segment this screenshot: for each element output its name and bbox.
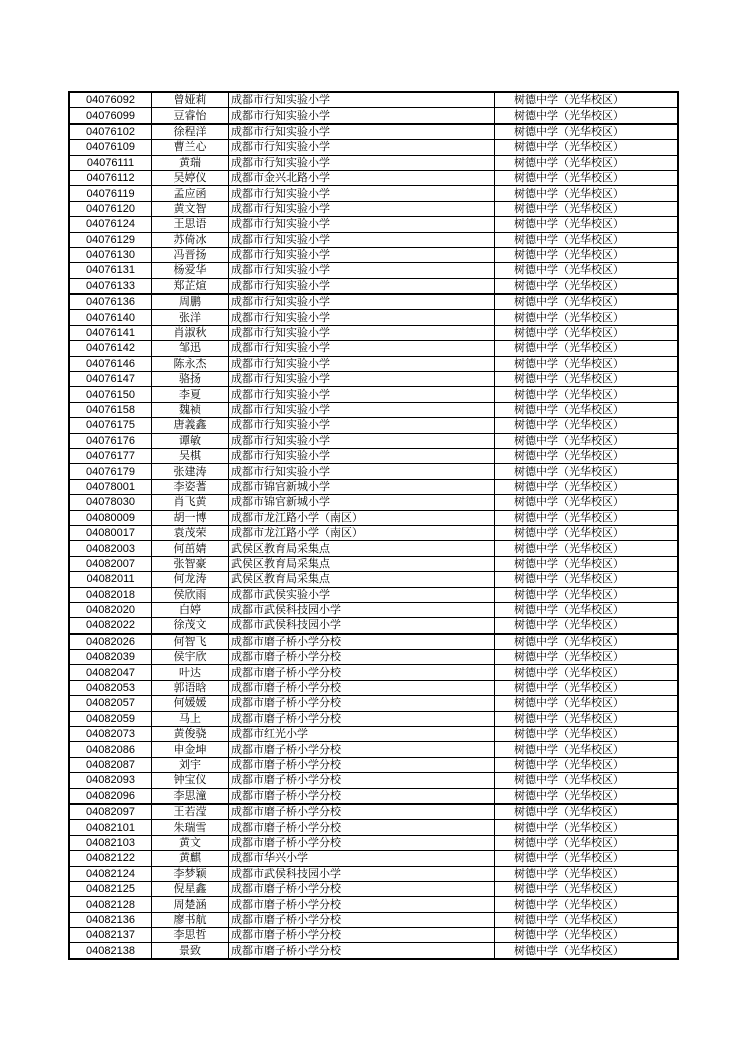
student-name-cell: 肖淑秋 xyxy=(152,325,229,340)
admitted-school-cell: 树德中学（光华校区） xyxy=(495,556,679,571)
table-row xyxy=(69,232,678,247)
table-row xyxy=(69,788,678,804)
student-name-cell: 钟宝仪 xyxy=(152,773,229,788)
admitted-school-cell: 树德中学（光华校区） xyxy=(495,124,679,140)
admitted-school-cell: 树德中学（光华校区） xyxy=(495,217,679,232)
student-name-cell: 肖飞黄 xyxy=(152,495,229,510)
admitted-school-cell: 树德中学（光华校区） xyxy=(495,773,679,788)
student-id-cell: 04082122 xyxy=(69,851,152,866)
student-name-cell: 白婷 xyxy=(152,602,229,617)
admitted-school-cell: 树德中学（光华校区） xyxy=(495,108,679,124)
student-id-cell: 04076150 xyxy=(69,387,152,402)
table-row xyxy=(69,418,678,433)
admitted-school-cell: 树德中学（光华校区） xyxy=(495,372,679,387)
table-body xyxy=(69,92,678,959)
student-id-cell: 04082007 xyxy=(69,556,152,571)
student-id-cell: 04076175 xyxy=(69,418,152,433)
student-id-cell: 04076109 xyxy=(69,140,152,155)
admitted-school-cell: 树德中学（光华校区） xyxy=(495,835,679,850)
student-name-cell: 何茁婧 xyxy=(152,541,229,556)
student-name-cell: 何媛媛 xyxy=(152,696,229,711)
admitted-school-cell: 树德中学（光华校区） xyxy=(495,602,679,617)
admitted-school-cell: 树德中学（光华校区） xyxy=(495,587,679,602)
admitted-school-cell: 树德中学（光华校区） xyxy=(495,433,679,448)
admitted-school-cell: 树德中学（光华校区） xyxy=(495,464,679,479)
student-name-cell: 冯晋扬 xyxy=(152,247,229,262)
student-name-cell: 杨爱华 xyxy=(152,263,229,278)
student-id-cell: 04076158 xyxy=(69,402,152,417)
table-row xyxy=(69,247,678,262)
student-id-cell: 04076124 xyxy=(69,217,152,232)
student-id-cell: 04082018 xyxy=(69,587,152,602)
table-row xyxy=(69,310,678,325)
primary-school-cell: 成都市行知实验小学 xyxy=(229,464,495,479)
table-row xyxy=(69,170,678,185)
student-name-cell: 豆睿怡 xyxy=(152,108,229,124)
primary-school-cell: 成都市磨子桥小学分校 xyxy=(229,696,495,711)
student-name-cell: 陈永杰 xyxy=(152,356,229,371)
primary-school-cell: 成都市磨子桥小学分校 xyxy=(229,912,495,927)
table-row xyxy=(69,217,678,232)
primary-school-cell: 成都市磨子桥小学分校 xyxy=(229,881,495,896)
table-row xyxy=(69,757,678,772)
student-id-cell: 04082053 xyxy=(69,680,152,695)
admitted-school-cell: 树德中学（光华校区） xyxy=(495,943,679,959)
table-row xyxy=(69,278,678,294)
student-name-cell: 周鹏 xyxy=(152,294,229,310)
primary-school-cell: 成都市龙江路小学（南区） xyxy=(229,525,495,540)
student-name-cell: 孟应函 xyxy=(152,186,229,201)
student-name-cell: 李姿蓍 xyxy=(152,479,229,494)
table-row xyxy=(69,835,678,850)
primary-school-cell: 成都市磨子桥小学分校 xyxy=(229,835,495,850)
primary-school-cell: 成都市行知实验小学 xyxy=(229,341,495,356)
table-row xyxy=(69,680,678,695)
student-id-cell: 04078030 xyxy=(69,495,152,510)
table-row xyxy=(69,479,678,494)
student-name-cell: 张洋 xyxy=(152,310,229,325)
student-id-cell: 04080017 xyxy=(69,525,152,540)
primary-school-cell: 成都市磨子桥小学分校 xyxy=(229,804,495,820)
admitted-school-cell: 树德中学（光华校区） xyxy=(495,525,679,540)
admitted-school-cell: 树德中学（光华校区） xyxy=(495,541,679,556)
primary-school-cell: 成都市磨子桥小学分校 xyxy=(229,757,495,772)
primary-school-cell: 成都市行知实验小学 xyxy=(229,356,495,371)
student-name-cell: 何智飞 xyxy=(152,634,229,650)
student-name-cell: 徐程洋 xyxy=(152,124,229,140)
student-id-cell: 04082128 xyxy=(69,897,152,912)
student-id-cell: 04076111 xyxy=(69,155,152,170)
admitted-school-cell: 树德中学（光华校区） xyxy=(495,727,679,742)
student-id-cell: 04076142 xyxy=(69,341,152,356)
admitted-school-cell: 树德中学（光华校区） xyxy=(495,711,679,726)
admitted-school-cell: 树德中学（光华校区） xyxy=(495,232,679,247)
primary-school-cell: 成都市行知实验小学 xyxy=(229,108,495,124)
student-name-cell: 曹兰心 xyxy=(152,140,229,155)
student-name-cell: 黄俊骁 xyxy=(152,727,229,742)
admitted-school-cell: 树德中学（光华校区） xyxy=(495,186,679,201)
student-id-cell: 04076131 xyxy=(69,263,152,278)
student-id-cell: 04076112 xyxy=(69,170,152,185)
primary-school-cell: 成都市行知实验小学 xyxy=(229,278,495,294)
primary-school-cell: 成都市行知实验小学 xyxy=(229,402,495,417)
student-name-cell: 黄文智 xyxy=(152,201,229,216)
student-name-cell: 景致 xyxy=(152,943,229,959)
primary-school-cell: 武侯区教育局采集点 xyxy=(229,541,495,556)
primary-school-cell: 成都市锦官新城小学 xyxy=(229,495,495,510)
student-name-cell: 廖书航 xyxy=(152,912,229,927)
student-id-cell: 04076177 xyxy=(69,448,152,463)
student-name-cell: 申金坤 xyxy=(152,742,229,757)
admitted-school-cell: 树德中学（光华校区） xyxy=(495,387,679,402)
primary-school-cell: 成都市磨子桥小学分校 xyxy=(229,773,495,788)
admitted-school-cell: 树德中学（光华校区） xyxy=(495,897,679,912)
table-row xyxy=(69,263,678,278)
admitted-school-cell: 树德中学（光华校区） xyxy=(495,804,679,820)
student-name-cell: 曾娅莉 xyxy=(152,92,229,108)
student-id-cell: 04082057 xyxy=(69,696,152,711)
table-row xyxy=(69,448,678,463)
student-id-cell: 04076179 xyxy=(69,464,152,479)
student-id-cell: 04076147 xyxy=(69,372,152,387)
admitted-school-cell: 树德中学（光华校区） xyxy=(495,851,679,866)
admitted-school-cell: 树德中学（光华校区） xyxy=(495,866,679,881)
table-row xyxy=(69,155,678,170)
primary-school-cell: 成都市红光小学 xyxy=(229,727,495,742)
student-id-cell: 04076136 xyxy=(69,294,152,310)
table-row xyxy=(69,912,678,927)
table-row xyxy=(69,773,678,788)
table-row xyxy=(69,294,678,310)
student-id-cell: 04080009 xyxy=(69,510,152,525)
student-id-cell: 04082039 xyxy=(69,650,152,665)
table-row xyxy=(69,356,678,371)
student-name-cell: 李思哲 xyxy=(152,928,229,943)
admitted-school-cell: 树德中学（光华校区） xyxy=(495,294,679,310)
table-row xyxy=(69,372,678,387)
student-name-cell: 郑芷煊 xyxy=(152,278,229,294)
student-name-cell: 何龙涛 xyxy=(152,572,229,587)
student-id-cell: 04082022 xyxy=(69,618,152,634)
student-id-cell: 04076099 xyxy=(69,108,152,124)
admitted-school-cell: 树德中学（光华校区） xyxy=(495,912,679,927)
student-name-cell: 邹迅 xyxy=(152,341,229,356)
admitted-school-cell: 树德中学（光华校区） xyxy=(495,495,679,510)
table-row xyxy=(69,804,678,820)
table-row xyxy=(69,866,678,881)
student-id-cell: 04076102 xyxy=(69,124,152,140)
student-id-cell: 04076092 xyxy=(69,92,152,108)
table-row xyxy=(69,108,678,124)
table-row xyxy=(69,124,678,140)
admitted-school-cell: 树德中学（光华校区） xyxy=(495,788,679,804)
student-name-cell: 吴婷仪 xyxy=(152,170,229,185)
primary-school-cell: 成都市磨子桥小学分校 xyxy=(229,634,495,650)
admitted-school-cell: 树德中学（光华校区） xyxy=(495,418,679,433)
student-id-cell: 04082097 xyxy=(69,804,152,820)
table-row xyxy=(69,92,678,108)
student-id-cell: 04076141 xyxy=(69,325,152,340)
student-id-cell: 04082125 xyxy=(69,881,152,896)
student-name-cell: 王思语 xyxy=(152,217,229,232)
primary-school-cell: 成都市行知实验小学 xyxy=(229,433,495,448)
student-id-cell: 04076119 xyxy=(69,186,152,201)
primary-school-cell: 成都市武侯科技园小学 xyxy=(229,866,495,881)
table-row xyxy=(69,541,678,556)
student-name-cell: 张建涛 xyxy=(152,464,229,479)
admitted-school-cell: 树德中学（光华校区） xyxy=(495,155,679,170)
primary-school-cell: 成都市华兴小学 xyxy=(229,851,495,866)
student-name-cell: 李梦颖 xyxy=(152,866,229,881)
primary-school-cell: 成都市行知实验小学 xyxy=(229,140,495,155)
admitted-school-cell: 树德中学（光华校区） xyxy=(495,201,679,216)
primary-school-cell: 武侯区教育局采集点 xyxy=(229,556,495,571)
admitted-school-cell: 树德中学（光华校区） xyxy=(495,742,679,757)
primary-school-cell: 成都市磨子桥小学分校 xyxy=(229,711,495,726)
student-id-cell: 04082026 xyxy=(69,634,152,650)
student-name-cell: 侯宇欣 xyxy=(152,650,229,665)
student-name-cell: 谭敏 xyxy=(152,433,229,448)
student-name-cell: 刘宇 xyxy=(152,757,229,772)
table-row xyxy=(69,618,678,634)
admitted-school-cell: 树德中学（光华校区） xyxy=(495,479,679,494)
table-row xyxy=(69,140,678,155)
primary-school-cell: 成都市武侯实验小学 xyxy=(229,587,495,602)
admitted-school-cell: 树德中学（光华校区） xyxy=(495,402,679,417)
student-id-cell: 04082073 xyxy=(69,727,152,742)
table-row xyxy=(69,650,678,665)
student-id-cell: 04078001 xyxy=(69,479,152,494)
admitted-school-cell: 树德中学（光华校区） xyxy=(495,634,679,650)
admitted-school-cell: 树德中学（光华校区） xyxy=(495,341,679,356)
primary-school-cell: 成都市行知实验小学 xyxy=(229,92,495,108)
table-row xyxy=(69,742,678,757)
student-name-cell: 李夏 xyxy=(152,387,229,402)
table-row xyxy=(69,510,678,525)
student-name-cell: 朱瑞雪 xyxy=(152,820,229,835)
student-id-cell: 04076130 xyxy=(69,247,152,262)
student-name-cell: 吴棋 xyxy=(152,448,229,463)
student-id-cell: 04082003 xyxy=(69,541,152,556)
admitted-school-cell: 树德中学（光华校区） xyxy=(495,665,679,680)
table-row xyxy=(69,433,678,448)
student-id-cell: 04082137 xyxy=(69,928,152,943)
table-row xyxy=(69,387,678,402)
student-id-cell: 04082059 xyxy=(69,711,152,726)
student-name-cell: 张智豪 xyxy=(152,556,229,571)
admitted-school-cell: 树德中学（光华校区） xyxy=(495,928,679,943)
student-name-cell: 侯欣雨 xyxy=(152,587,229,602)
student-id-cell: 04082047 xyxy=(69,665,152,680)
primary-school-cell: 成都市磨子桥小学分校 xyxy=(229,788,495,804)
admitted-school-cell: 树德中学（光华校区） xyxy=(495,92,679,108)
admitted-school-cell: 树德中学（光华校区） xyxy=(495,618,679,634)
primary-school-cell: 成都市行知实验小学 xyxy=(229,263,495,278)
primary-school-cell: 成都市行知实验小学 xyxy=(229,294,495,310)
primary-school-cell: 成都市行知实验小学 xyxy=(229,325,495,340)
student-id-cell: 04076140 xyxy=(69,310,152,325)
primary-school-cell: 成都市磨子桥小学分校 xyxy=(229,742,495,757)
student-id-cell: 04082093 xyxy=(69,773,152,788)
admitted-school-cell: 树德中学（光华校区） xyxy=(495,757,679,772)
student-id-cell: 04082087 xyxy=(69,757,152,772)
primary-school-cell: 成都市磨子桥小学分校 xyxy=(229,820,495,835)
primary-school-cell: 武侯区教育局采集点 xyxy=(229,572,495,587)
table-row xyxy=(69,201,678,216)
admitted-school-cell: 树德中学（光华校区） xyxy=(495,310,679,325)
table-row xyxy=(69,587,678,602)
primary-school-cell: 成都市行知实验小学 xyxy=(229,247,495,262)
student-name-cell: 李思潼 xyxy=(152,788,229,804)
table-row xyxy=(69,634,678,650)
student-id-cell: 04082086 xyxy=(69,742,152,757)
table-row xyxy=(69,820,678,835)
table-row xyxy=(69,525,678,540)
student-id-cell: 04082096 xyxy=(69,788,152,804)
table-row xyxy=(69,495,678,510)
student-name-cell: 骆扬 xyxy=(152,372,229,387)
student-id-cell: 04076120 xyxy=(69,201,152,216)
table-row xyxy=(69,665,678,680)
admitted-school-cell: 树德中学（光华校区） xyxy=(495,680,679,695)
primary-school-cell: 成都市行知实验小学 xyxy=(229,448,495,463)
student-name-cell: 叶达 xyxy=(152,665,229,680)
student-name-cell: 徐茂文 xyxy=(152,618,229,634)
student-name-cell: 王若滢 xyxy=(152,804,229,820)
student-id-cell: 04076176 xyxy=(69,433,152,448)
admitted-school-cell: 树德中学（光华校区） xyxy=(495,572,679,587)
primary-school-cell: 成都市行知实验小学 xyxy=(229,232,495,247)
student-id-cell: 04076129 xyxy=(69,232,152,247)
primary-school-cell: 成都市磨子桥小学分校 xyxy=(229,928,495,943)
table-row xyxy=(69,851,678,866)
primary-school-cell: 成都市行知实验小学 xyxy=(229,217,495,232)
table-row xyxy=(69,325,678,340)
student-id-cell: 04082011 xyxy=(69,572,152,587)
primary-school-cell: 成都市金兴北路小学 xyxy=(229,170,495,185)
admitted-school-cell: 树德中学（光华校区） xyxy=(495,140,679,155)
primary-school-cell: 成都市行知实验小学 xyxy=(229,124,495,140)
student-name-cell: 马上 xyxy=(152,711,229,726)
table-row xyxy=(69,556,678,571)
enrollment-table xyxy=(68,91,679,960)
table-row xyxy=(69,602,678,617)
student-name-cell: 黄瑞 xyxy=(152,155,229,170)
primary-school-cell: 成都市磨子桥小学分校 xyxy=(229,665,495,680)
student-id-cell: 04076146 xyxy=(69,356,152,371)
table-row xyxy=(69,341,678,356)
primary-school-cell: 成都市行知实验小学 xyxy=(229,310,495,325)
primary-school-cell: 成都市武侯科技园小学 xyxy=(229,618,495,634)
primary-school-cell: 成都市行知实验小学 xyxy=(229,155,495,170)
student-name-cell: 郭语晗 xyxy=(152,680,229,695)
student-name-cell: 黄文 xyxy=(152,835,229,850)
admitted-school-cell: 树德中学（光华校区） xyxy=(495,278,679,294)
table-row xyxy=(69,727,678,742)
student-id-cell: 04082138 xyxy=(69,943,152,959)
table-row xyxy=(69,572,678,587)
admitted-school-cell: 树德中学（光华校区） xyxy=(495,325,679,340)
student-id-cell: 04082103 xyxy=(69,835,152,850)
primary-school-cell: 成都市行知实验小学 xyxy=(229,418,495,433)
table-row xyxy=(69,464,678,479)
student-id-cell: 04082124 xyxy=(69,866,152,881)
primary-school-cell: 成都市锦官新城小学 xyxy=(229,479,495,494)
table-row xyxy=(69,943,678,959)
admitted-school-cell: 树德中学（光华校区） xyxy=(495,448,679,463)
student-name-cell: 胡一博 xyxy=(152,510,229,525)
admitted-school-cell: 树德中学（光华校区） xyxy=(495,170,679,185)
admitted-school-cell: 树德中学（光华校区） xyxy=(495,247,679,262)
primary-school-cell: 成都市武侯科技园小学 xyxy=(229,602,495,617)
table-row xyxy=(69,881,678,896)
student-id-cell: 04082136 xyxy=(69,912,152,927)
student-id-cell: 04076133 xyxy=(69,278,152,294)
table-row xyxy=(69,897,678,912)
admitted-school-cell: 树德中学（光华校区） xyxy=(495,510,679,525)
student-id-cell: 04082101 xyxy=(69,820,152,835)
admitted-school-cell: 树德中学（光华校区） xyxy=(495,650,679,665)
student-name-cell: 倪星鑫 xyxy=(152,881,229,896)
primary-school-cell: 成都市行知实验小学 xyxy=(229,387,495,402)
admitted-school-cell: 树德中学（光华校区） xyxy=(495,356,679,371)
student-name-cell: 魏祯 xyxy=(152,402,229,417)
student-name-cell: 袁茂荣 xyxy=(152,525,229,540)
table-row xyxy=(69,928,678,943)
primary-school-cell: 成都市磨子桥小学分校 xyxy=(229,650,495,665)
primary-school-cell: 成都市行知实验小学 xyxy=(229,372,495,387)
primary-school-cell: 成都市龙江路小学（南区） xyxy=(229,510,495,525)
primary-school-cell: 成都市磨子桥小学分校 xyxy=(229,897,495,912)
admitted-school-cell: 树德中学（光华校区） xyxy=(495,263,679,278)
student-id-cell: 04082020 xyxy=(69,602,152,617)
table-row xyxy=(69,711,678,726)
student-name-cell: 唐義鑫 xyxy=(152,418,229,433)
primary-school-cell: 成都市磨子桥小学分校 xyxy=(229,680,495,695)
admitted-school-cell: 树德中学（光华校区） xyxy=(495,881,679,896)
admitted-school-cell: 树德中学（光华校区） xyxy=(495,820,679,835)
table-row xyxy=(69,696,678,711)
primary-school-cell: 成都市行知实验小学 xyxy=(229,201,495,216)
table-row xyxy=(69,402,678,417)
primary-school-cell: 成都市磨子桥小学分校 xyxy=(229,943,495,959)
student-name-cell: 苏倚冰 xyxy=(152,232,229,247)
primary-school-cell: 成都市行知实验小学 xyxy=(229,186,495,201)
student-name-cell: 周楚涵 xyxy=(152,897,229,912)
table-row xyxy=(69,186,678,201)
admitted-school-cell: 树德中学（光华校区） xyxy=(495,696,679,711)
student-name-cell: 黄麒 xyxy=(152,851,229,866)
